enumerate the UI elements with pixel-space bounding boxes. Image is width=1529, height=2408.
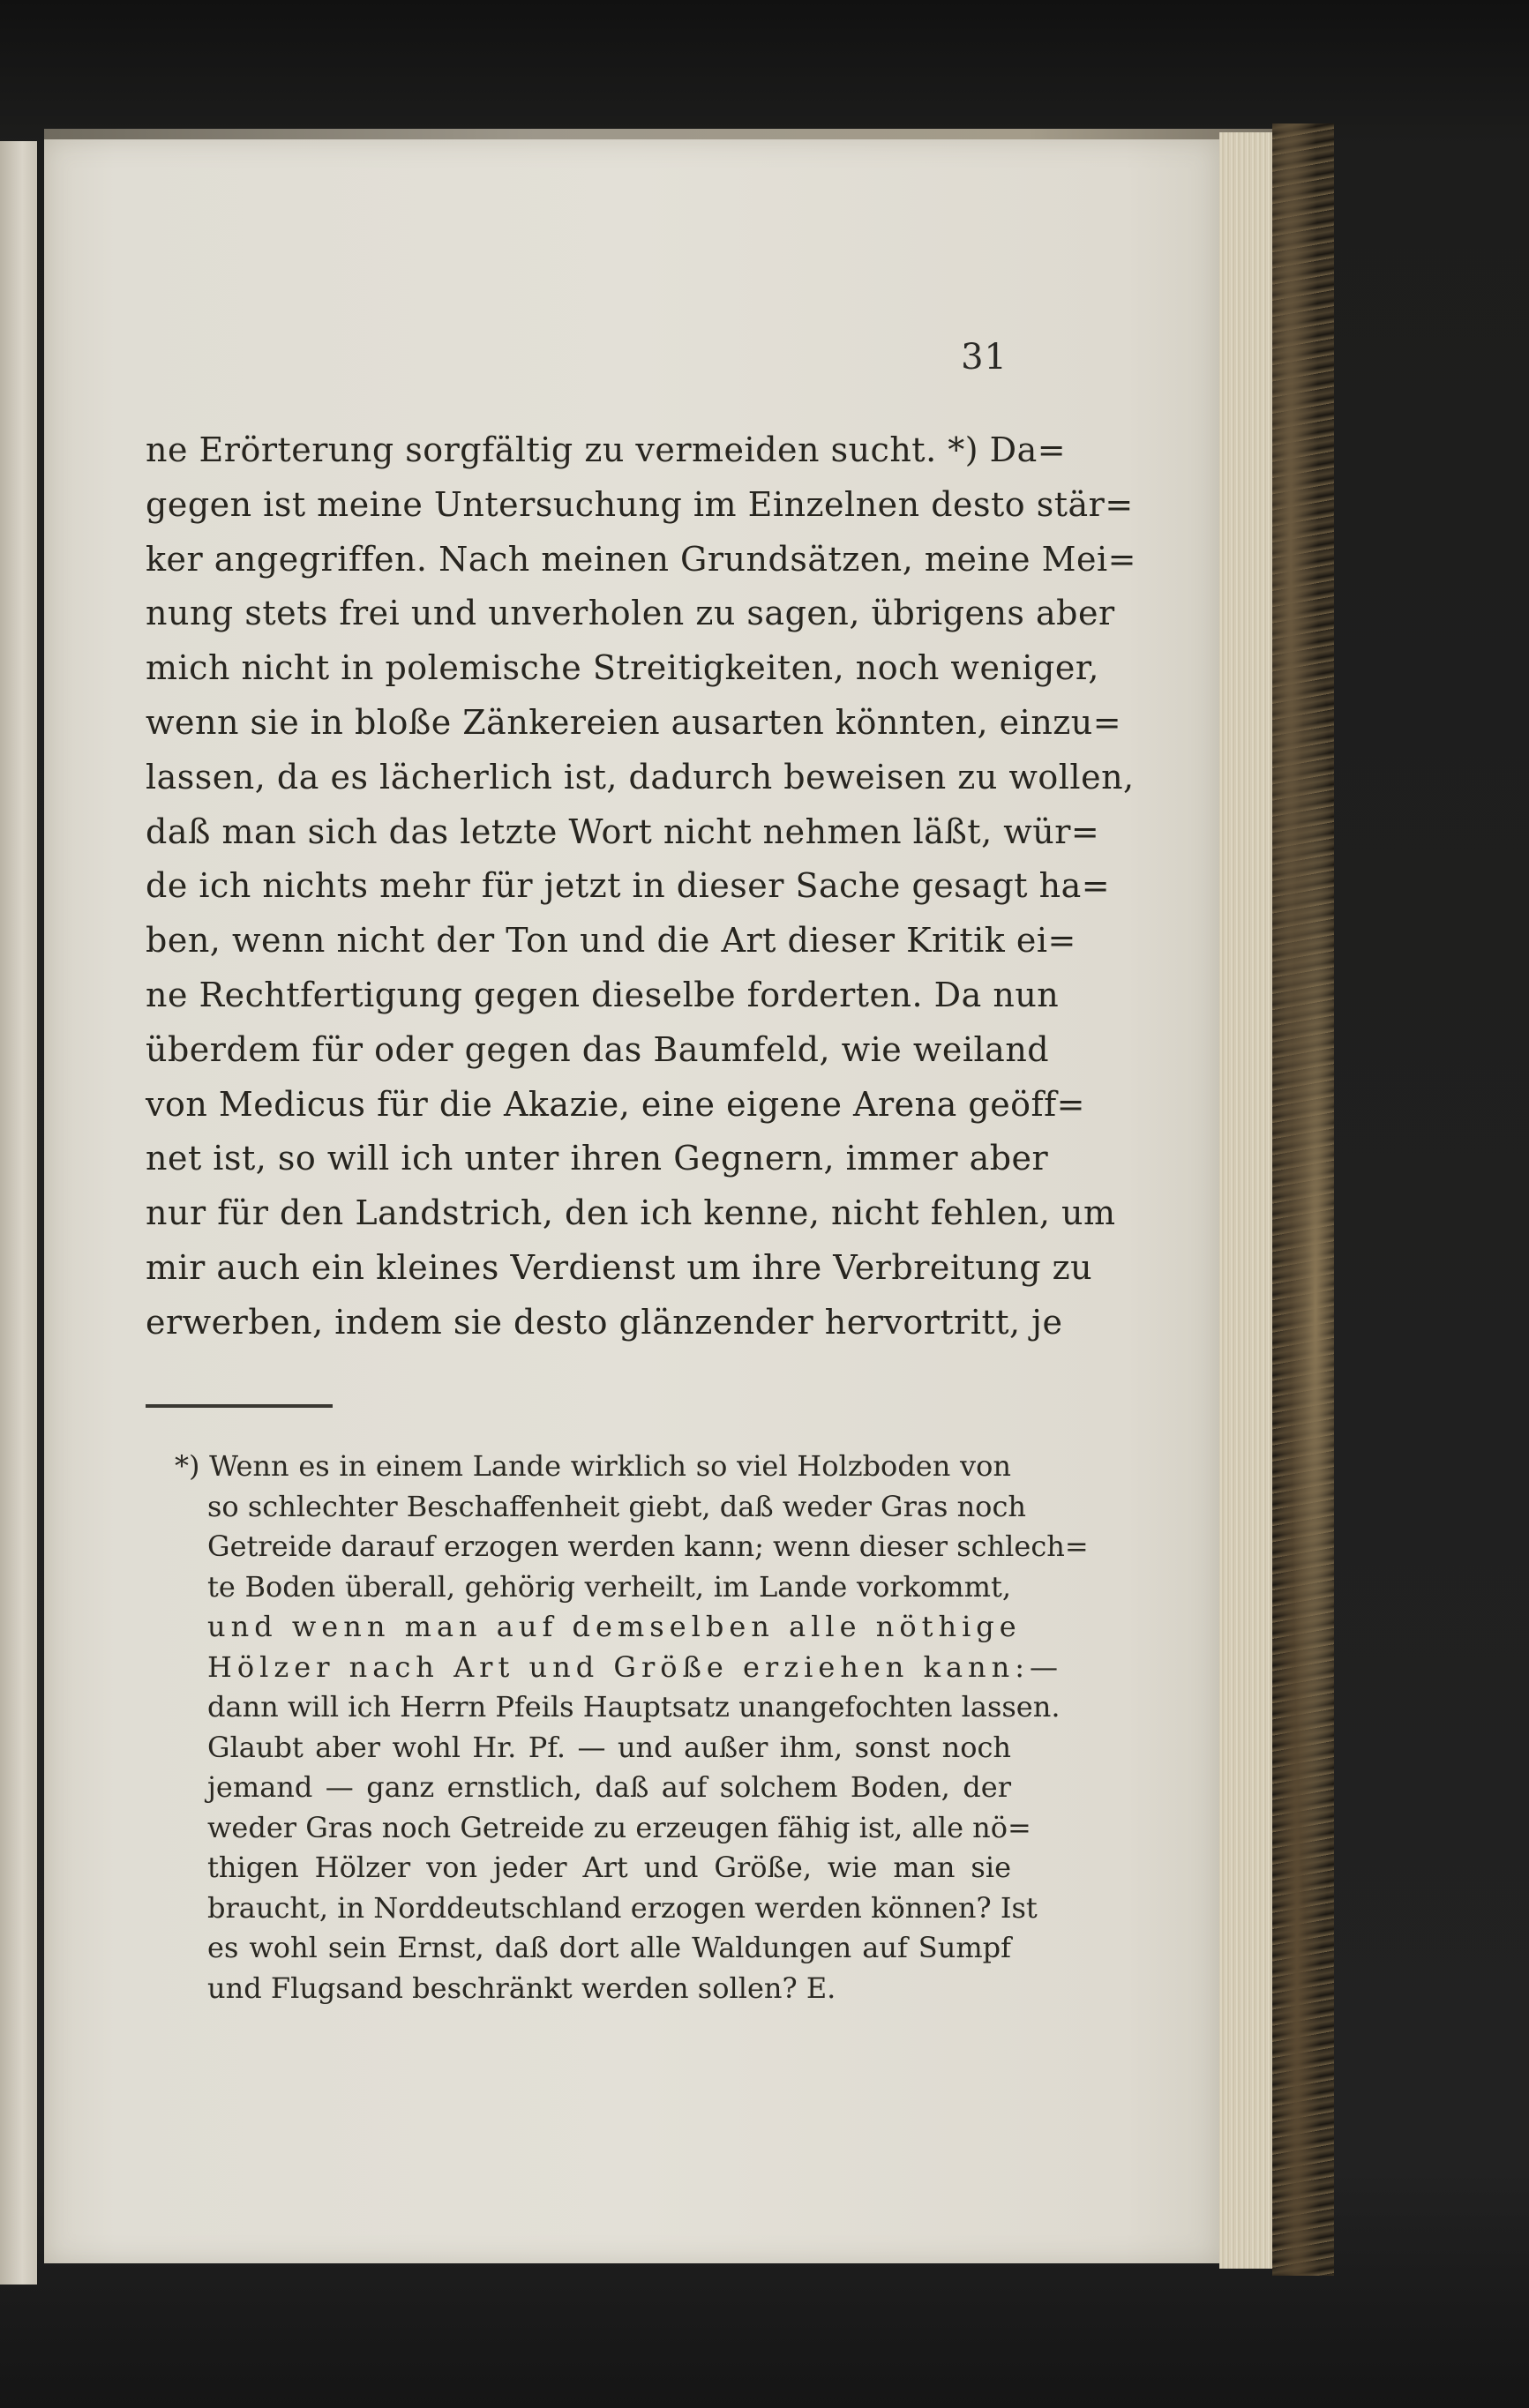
body-line: de ich nichts mehr für jetzt in dieser Sache gesagt ha= <box>146 866 1111 906</box>
marbled-cover <box>1272 123 1334 2276</box>
body-line: nur für den Landstrich, den ich kenne, nicht fehlen, um <box>146 1193 1116 1233</box>
body-text <box>146 423 1136 1350</box>
body-line: ker angegriffen. Nach meinen Grundsätzen, meine Mei= <box>146 539 1136 579</box>
body-line: von Medicus für die Akazie, eine eigene Arena geöff= <box>146 1084 1086 1124</box>
body-line: wenn sie in bloße Zänkereien ausarten könnten, einzu= <box>146 702 1122 742</box>
footnote-separator <box>146 1404 333 1408</box>
body-line: lassen, da es lächerlich ist, dadurch beweisen zu wollen, <box>146 757 1135 796</box>
body-line: erwerben, indem sie desto glänzender hervortritt, je <box>146 1302 1063 1342</box>
footnote <box>175 1447 1089 2008</box>
body-line: ne Rechtfertigung gegen dieselbe forderten. Da nun <box>146 975 1060 1014</box>
footnote-line: und wenn man auf demselben alle nöthige <box>207 1610 1022 1643</box>
body-line: nung stets frei und unverholen zu sagen, übrigens aber <box>146 594 1115 633</box>
body-line: mir auch ein kleines Verdienst um ihre Verbreitung zu <box>146 1247 1093 1287</box>
body-line: ne Erörterung sorgfältig zu vermeiden sucht. *) Da= <box>146 430 1067 469</box>
footnote-line: dann will ich Herrn Pfeils Hauptsatz unangefochten lassen. <box>207 1690 1061 1724</box>
footnote-line: Hölzer nach Art und Größe erziehen kann:— <box>207 1649 1064 1684</box>
facing-page-edge <box>0 141 37 2285</box>
footnote-line: und Flugsand beschränkt werden sollen? E. <box>207 1971 836 2005</box>
page-block-edges <box>1219 132 1272 2269</box>
footnote-line: Getreide darauf erzogen werden kann; wenn dieser schlech= <box>207 1529 1089 1563</box>
footnote-line: te Boden überall, gehörig verheilt, im Lande vorkommt, <box>207 1569 1011 1604</box>
body-line: überdem für oder gegen das Baumfeld, wie weiland <box>146 1029 1050 1069</box>
footnote-line: braucht, in Norddeutschland erzogen werden können? Ist <box>207 1890 1038 1925</box>
footnote-line: Glaubt aber wohl Hr. Pf. — und außer ihm, sonst noch <box>207 1730 1011 1764</box>
body-line: gegen ist meine Untersuchung im Einzelnen desto stär= <box>146 484 1134 524</box>
footnote-line: jemand — ganz ernstlich, daß auf solchem Boden, der <box>207 1770 1011 1804</box>
footnote-line: *) Wenn es in einem Lande wirklich so viel Holzboden von <box>175 1449 1011 1483</box>
footnote-line: thigen Hölzer von jeder Art und Größe, wie man sie <box>207 1851 1011 1884</box>
body-line: net ist, so will ich unter ihren Gegnern, immer aber <box>146 1139 1049 1178</box>
body-line: ben, wenn nicht der Ton und die Art dieser Kritik ei= <box>146 921 1076 961</box>
body-line: daß man sich das letzte Wort nicht nehmen läßt, wür= <box>146 811 1100 851</box>
footnote-line: es wohl sein Ernst, daß dort alle Waldungen auf Sumpf <box>207 1931 1011 1964</box>
page-number: 31 <box>961 337 1008 378</box>
body-line: mich nicht in polemische Streitigkeiten, noch weniger, <box>146 648 1099 688</box>
footnote-line: so schlechter Beschaffenheit giebt, daß weder Gras noch <box>207 1489 1026 1523</box>
footnote-line: weder Gras noch Getreide zu erzeugen fähig ist, alle nö= <box>207 1810 1031 1844</box>
